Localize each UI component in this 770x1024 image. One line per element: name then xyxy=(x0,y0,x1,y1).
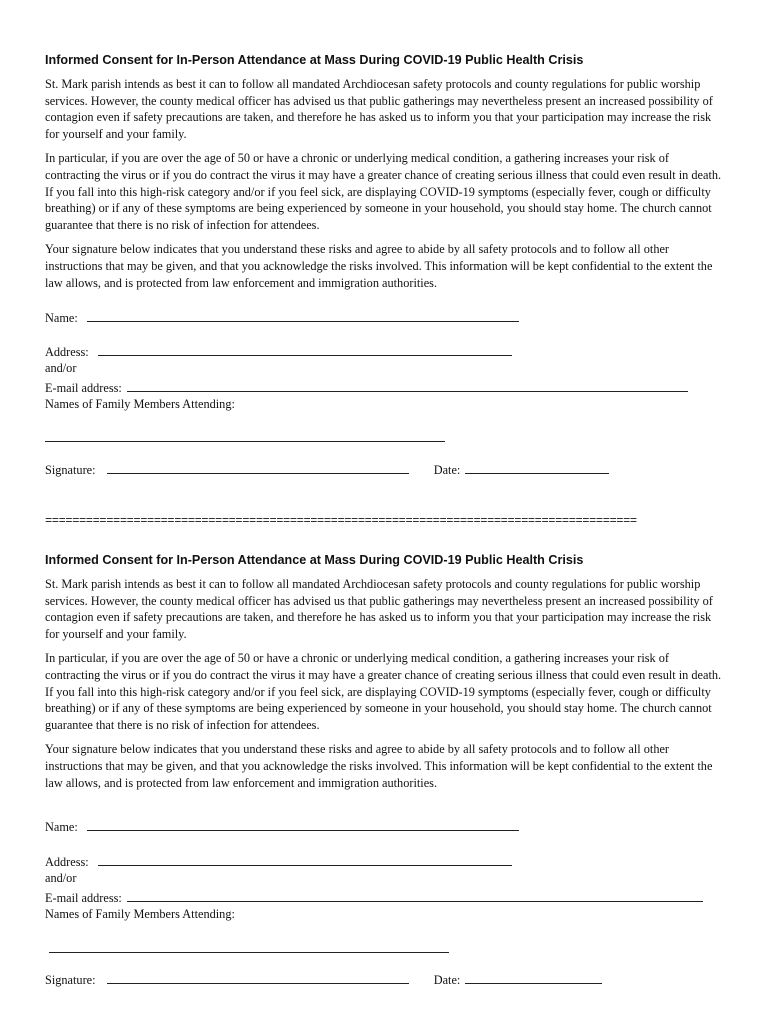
family-members-row xyxy=(45,906,235,923)
consent-form-2 xyxy=(45,552,725,799)
andor-row xyxy=(45,360,76,377)
name-row xyxy=(45,817,519,834)
consent-form-1 xyxy=(45,52,725,299)
signature-notice-paragraph: Your signature below indicates that you understand these risks and agree to abide by all safety protocols and to follow all other instructions that may be given, and that you acknowledge the risks involved. This information will be kept confidential to the extent the law allows, and is protected from law enforcement and immigration authorities. xyxy=(45,242,713,290)
address-label: Address: xyxy=(45,855,89,869)
address-row xyxy=(45,852,512,869)
family-members-row xyxy=(45,396,235,413)
family-members-label: Names of Family Members Attending: xyxy=(45,907,235,921)
signature-notice-paragraph: Your signature below indicates that you understand these risks and agree to abide by all safety protocols and to follow all other instructions that may be given, and that you acknowledge the risks involved. This information will be kept confidential to the extent the law allows, and is protected from law enforcement and immigration authorities. xyxy=(45,742,713,790)
signature-label: Signature: xyxy=(45,463,96,477)
email-row xyxy=(45,378,688,395)
date-field[interactable] xyxy=(465,460,609,474)
consent-form-1-fields xyxy=(45,308,725,488)
risk-paragraph: In particular, if you are over the age of 50 or have a chronic or underlying medical condition, a gathering increases your risk of contracting the virus or if you do contract the virus it may have a greater chance of creating serious illness that could even result in death. If you fall into this high-risk category and/or if you feel sick, are displaying COVID-19 symptoms (especially fever, cough or difficulty breathing) or if any of these symptoms are being experienced by someone in your household, you should stay home. The church cannot guarantee that there is no risk of infection for attendees. xyxy=(45,151,722,232)
andor-label: and/or xyxy=(45,361,77,375)
family-members-label: Names of Family Members Attending: xyxy=(45,397,235,411)
andor-label: and/or xyxy=(45,871,77,885)
name-field[interactable] xyxy=(87,308,519,322)
family-members-field[interactable] xyxy=(45,428,445,442)
name-row xyxy=(45,308,519,325)
signature-field[interactable] xyxy=(107,970,409,984)
consent-form-2-fields xyxy=(45,817,725,1002)
email-row xyxy=(45,888,703,905)
signature-field[interactable] xyxy=(107,460,409,474)
family-members-field[interactable] xyxy=(49,939,449,953)
family-members-line-row xyxy=(45,939,449,956)
form-title: Informed Consent for In-Person Attendance at Mass During COVID-19 Public Health Crisis xyxy=(45,53,584,67)
address-row xyxy=(45,342,512,359)
intro-paragraph: St. Mark parish intends as best it can to follow all mandated Archdiocesan safety protocols and county regulations for public worship services. However, the county medical officer has advised us that public gatherings may nevertheless present an increased possibility of contagion even if safety precautions are taken, and therefore he has asked us to inform you that your participation may increase the risk for yourself and your family. xyxy=(45,577,713,641)
signature-label: Signature: xyxy=(45,973,96,987)
andor-row xyxy=(45,870,76,887)
email-field[interactable] xyxy=(127,888,703,902)
date-label: Date: xyxy=(433,463,461,477)
signature-row xyxy=(45,970,602,987)
address-field[interactable] xyxy=(98,852,512,866)
date-field[interactable] xyxy=(465,970,602,984)
form-title: Informed Consent for In-Person Attendance at Mass During COVID-19 Public Health Crisis xyxy=(45,553,584,567)
email-label: E-mail address: xyxy=(45,891,122,905)
address-field[interactable] xyxy=(98,342,512,356)
family-members-line-row xyxy=(45,428,445,445)
email-label: E-mail address: xyxy=(45,381,122,395)
form-divider: ======================================================================================= xyxy=(45,514,637,528)
signature-row xyxy=(45,460,609,477)
name-field[interactable] xyxy=(87,817,519,831)
name-label: Name: xyxy=(45,820,78,834)
date-label: Date: xyxy=(433,973,461,987)
name-label: Name: xyxy=(45,311,78,325)
email-field[interactable] xyxy=(127,378,688,392)
intro-paragraph: St. Mark parish intends as best it can to follow all mandated Archdiocesan safety protocols and county regulations for public worship services. However, the county medical officer has advised us that public gatherings may nevertheless present an increased possibility of contagion even if safety precautions are taken, and therefore he has asked us to inform you that your participation may increase the risk for yourself and your family. xyxy=(45,77,713,141)
risk-paragraph: In particular, if you are over the age of 50 or have a chronic or underlying medical condition, a gathering increases your risk of contracting the virus or if you do contract the virus it may have a greater chance of creating serious illness that could even result in death. If you fall into this high-risk category and/or if you feel sick, are displaying COVID-19 symptoms (especially fever, cough or difficulty breathing) or if any of these symptoms are being experienced by someone in your household, you should stay home. The church cannot guarantee that there is no risk of infection for attendees. xyxy=(45,651,722,732)
address-label: Address: xyxy=(45,345,89,359)
